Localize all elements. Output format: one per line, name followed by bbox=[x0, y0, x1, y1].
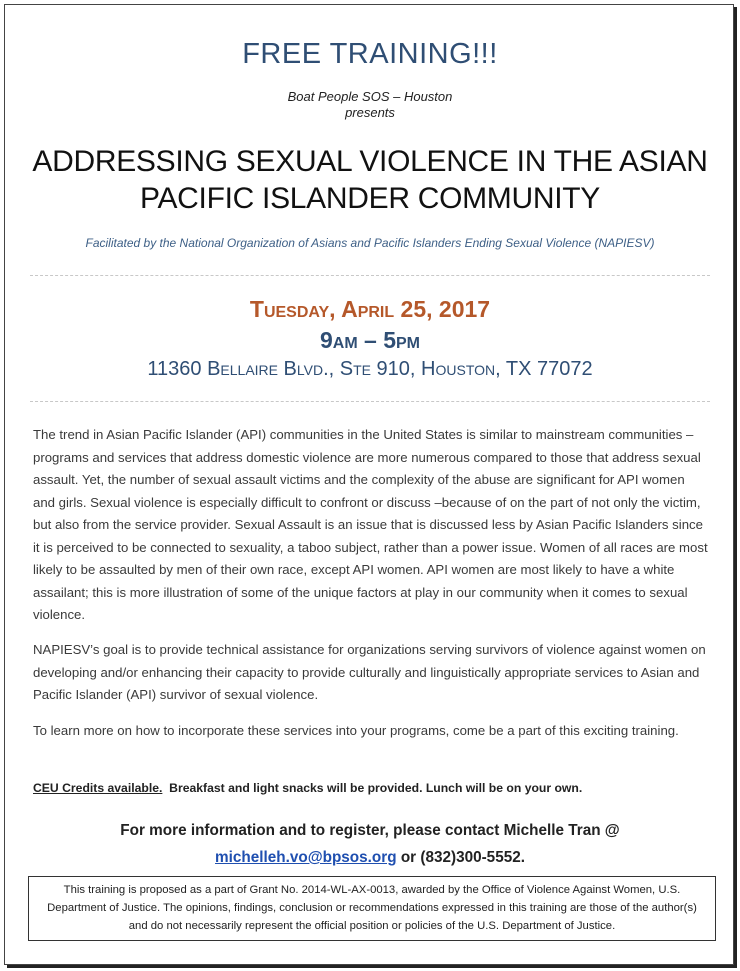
divider-top bbox=[30, 275, 710, 276]
event-title bbox=[30, 143, 710, 217]
grant-disclaimer: This training is proposed as a part of Grant No. 2014-WL-AX-0013, awarded by the Office of Violence Against Women, U.S. Department of Justice. The opinions, findings, conclusion or recommendations expressed in this training are those of the author(s) and do not necessarily represent the official position or policies of the U.S. Department of Justice. bbox=[28, 876, 716, 941]
contact-line: For more information and to register, please contact Michelle Tran @ bbox=[120, 822, 620, 839]
body-paragraph-3: To learn more on how to incorporate these services into your programs, come be a part of this exciting training. bbox=[33, 723, 679, 738]
event-address: 11360 Bellaire Blvd., Ste 910, Houston, TX 77072 bbox=[147, 358, 593, 380]
event-title-line-1: ADDRESSING SEXUAL VIOLENCE IN THE ASIAN bbox=[32, 145, 708, 178]
body-paragraph-1: The trend in Asian Pacific Islander (API) communities in the United States is similar to mainstream communities – programs and services that address domestic violence are more numerous compared to those that address sexual assault. Yet, the number of sexual assault victims and the complexity of the abuse are significant for API women and girls. Sexual violence is especially difficult to confront or discuss –because of on the part of not only the victim, but also from the service provider. Sexual Assault is an issue that is discussed less by Asian Pacific Islanders since it is perceived to be connected to sexuality, a taboo subject, rather than a power issue. Women of all races are most likely to be assaulted by men of their own race, except API women. API women are most likely to have a white assailant; this is more illustration of some of the unique factors at play in our community when it comes to sexual violence. bbox=[33, 427, 708, 622]
event-time: 9am – 5pm bbox=[319, 327, 421, 353]
contact-block bbox=[0, 817, 740, 871]
contact-details bbox=[0, 844, 740, 871]
contact-phone: or (832)300-5552. bbox=[400, 849, 525, 866]
event-date: Tuesday, April 25, 2017 bbox=[249, 296, 491, 322]
body-paragraph-2: NAPIESV’s goal is to provide technical assistance for organizations serving survivors of violence against women on developing and/or enhancing their capacity to provide culturally and linguistically appropriate services to Asian and Pacific Islander (API) survivor of sexual violence. bbox=[33, 642, 706, 702]
facilitator-note: Facilitated by the National Organization of Asians and Pacific Islanders Ending Sexual Violence (NAPIESV) bbox=[85, 236, 655, 250]
ceu-credits-note: CEU Credits available. bbox=[33, 781, 163, 795]
page-title: FREE TRAINING!!! bbox=[242, 38, 498, 70]
divider-bottom bbox=[30, 401, 710, 402]
food-note: Breakfast and light snacks will be provided. Lunch will be on your own. bbox=[169, 781, 583, 795]
contact-email-link[interactable]: michelleh.vo@bpsos.org bbox=[215, 849, 397, 866]
presenter-name: Boat People SOS – Houston bbox=[287, 89, 453, 104]
presents-label: presents bbox=[345, 105, 395, 120]
event-title-line-2: PACIFIC ISLANDER COMMUNITY bbox=[139, 182, 600, 215]
presenter-block bbox=[0, 89, 740, 121]
notes-line bbox=[33, 781, 709, 795]
